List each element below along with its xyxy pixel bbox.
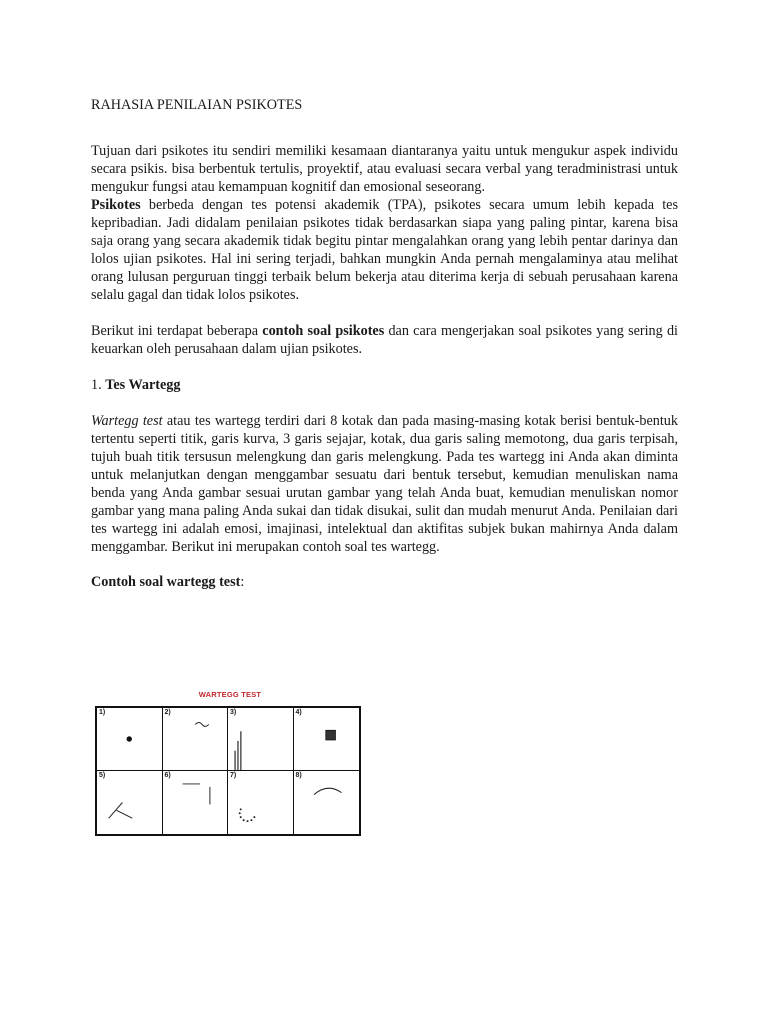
section-title: Tes Wartegg — [105, 377, 181, 393]
document-title: RAHASIA PENILAIAN PSIKOTES — [91, 97, 303, 113]
paragraph-wartegg — [91, 412, 678, 556]
paragraph-examples — [91, 322, 678, 358]
section-number: 1. — [91, 377, 106, 393]
cell-number: 6) — [164, 772, 171, 779]
paragraph-wartegg-text: atau tes wartegg terdiri dari 8 kotak dan pada masing-masing kotak berisi bentuk-bentuk tertentu seperti titik, garis kurva, 3 garis sejajar, kotak, dua garis saling memotong, dua garis terpisah, tujuh buah titik tersusun melengkung dan garis melengkung. Pada tes wartegg ini Anda akan diminta untuk melanjutkan dengan menggambar sesuatu dari bentuk tersebut, kemudian menuliskan nama benda yang Anda gambar sesuai urutan gambar yang telah Anda buat, kemudian menuliskan nomor gambar yang mana paling Anda sukai dan tidak disukai, sulit dan mudah menurut Anda. Penilaian dari tes wartegg ini adalah emosi, imajinasi, intelektual dan aktifitas subjek bukan mahirnya Anda dalam menggambar. Berikut ini merupakan contoh soal tes wartegg. — [91, 413, 678, 555]
paragraph-intro: Tujuan dari psikotes itu sendiri memiliki kesamaan diantaranya yaitu untuk mengukur aspek individu secara psikis. bisa berbentuk tertulis, proyektif, atau evaluasi secara verbal yang teradministrasi untuk mengukur fungsi atau kemampuan kognitif dan emosional seseorang. — [91, 143, 678, 195]
dot-icon — [97, 708, 162, 770]
wartegg-cell-6 — [163, 771, 229, 834]
section-heading — [91, 376, 678, 394]
wartegg-cell-4 — [294, 708, 360, 771]
document-body — [91, 96, 678, 591]
two-lines-icon — [163, 771, 228, 834]
cell-number: 1) — [99, 709, 106, 716]
crossing-lines-icon — [97, 771, 162, 834]
curved-line-icon — [294, 771, 360, 834]
paragraph-examples-post: dan cara mengerjakan soal psikotes yang sering di keuarkan oleh perusahaan dalam ujian psikotes. — [91, 323, 678, 357]
wartegg-cell-1 — [97, 708, 163, 771]
example-bold: Contoh soal wartegg test — [91, 574, 241, 590]
figure-title: WARTEGG TEST — [198, 690, 262, 699]
paragraph-psikotes-text: berbeda dengan tes potensi akademik (TPA), psikotes secara umum lebih kepada tes kepribadian. Jadi didalam penilaian psikotes tidak berdasarkan siapa yang paling pintar, karena bisa saja orang yang secara akademik tidak begitu pintar mengalahkan orang yang lebih pentar darinya dan lolos ujian psikotes. Hal ini sering terjadi, bahkan mungkin Anda pernah mengalaminya atau melihat orang lulusan perguruan tinggi terbaik belum bekerja atau diterima kerja di sebuah perusahaan karena selalu gagal dan tidak lolos psikotes. — [91, 197, 678, 303]
example-heading — [91, 573, 678, 591]
paragraph-psikotes — [91, 196, 678, 304]
cell-number: 4) — [295, 709, 302, 716]
wartegg-italic: Wartegg test — [91, 413, 163, 429]
square-icon — [294, 708, 360, 770]
paragraph-examples-pre: Berikut ini terdapat beberapa — [91, 323, 263, 339]
contoh-soal-bold: contoh soal psikotes — [262, 323, 385, 339]
cell-number: 5) — [99, 772, 106, 779]
psikotes-bold: Psikotes — [91, 197, 141, 213]
dotted-arc-icon — [228, 771, 293, 834]
cell-number: 2) — [164, 709, 171, 716]
three-lines-icon — [228, 708, 293, 770]
wartegg-cell-2 — [163, 708, 229, 771]
example-colon: : — [240, 574, 245, 590]
wave-icon — [163, 708, 228, 770]
wartegg-cell-5 — [97, 771, 163, 834]
wartegg-cell-8 — [294, 771, 360, 834]
wartegg-grid — [95, 706, 361, 836]
cell-number: 3) — [230, 709, 237, 716]
wartegg-cell-3 — [228, 708, 294, 771]
cell-number: 7) — [230, 772, 237, 779]
cell-number: 8) — [295, 772, 302, 779]
wartegg-cell-7 — [228, 771, 294, 834]
